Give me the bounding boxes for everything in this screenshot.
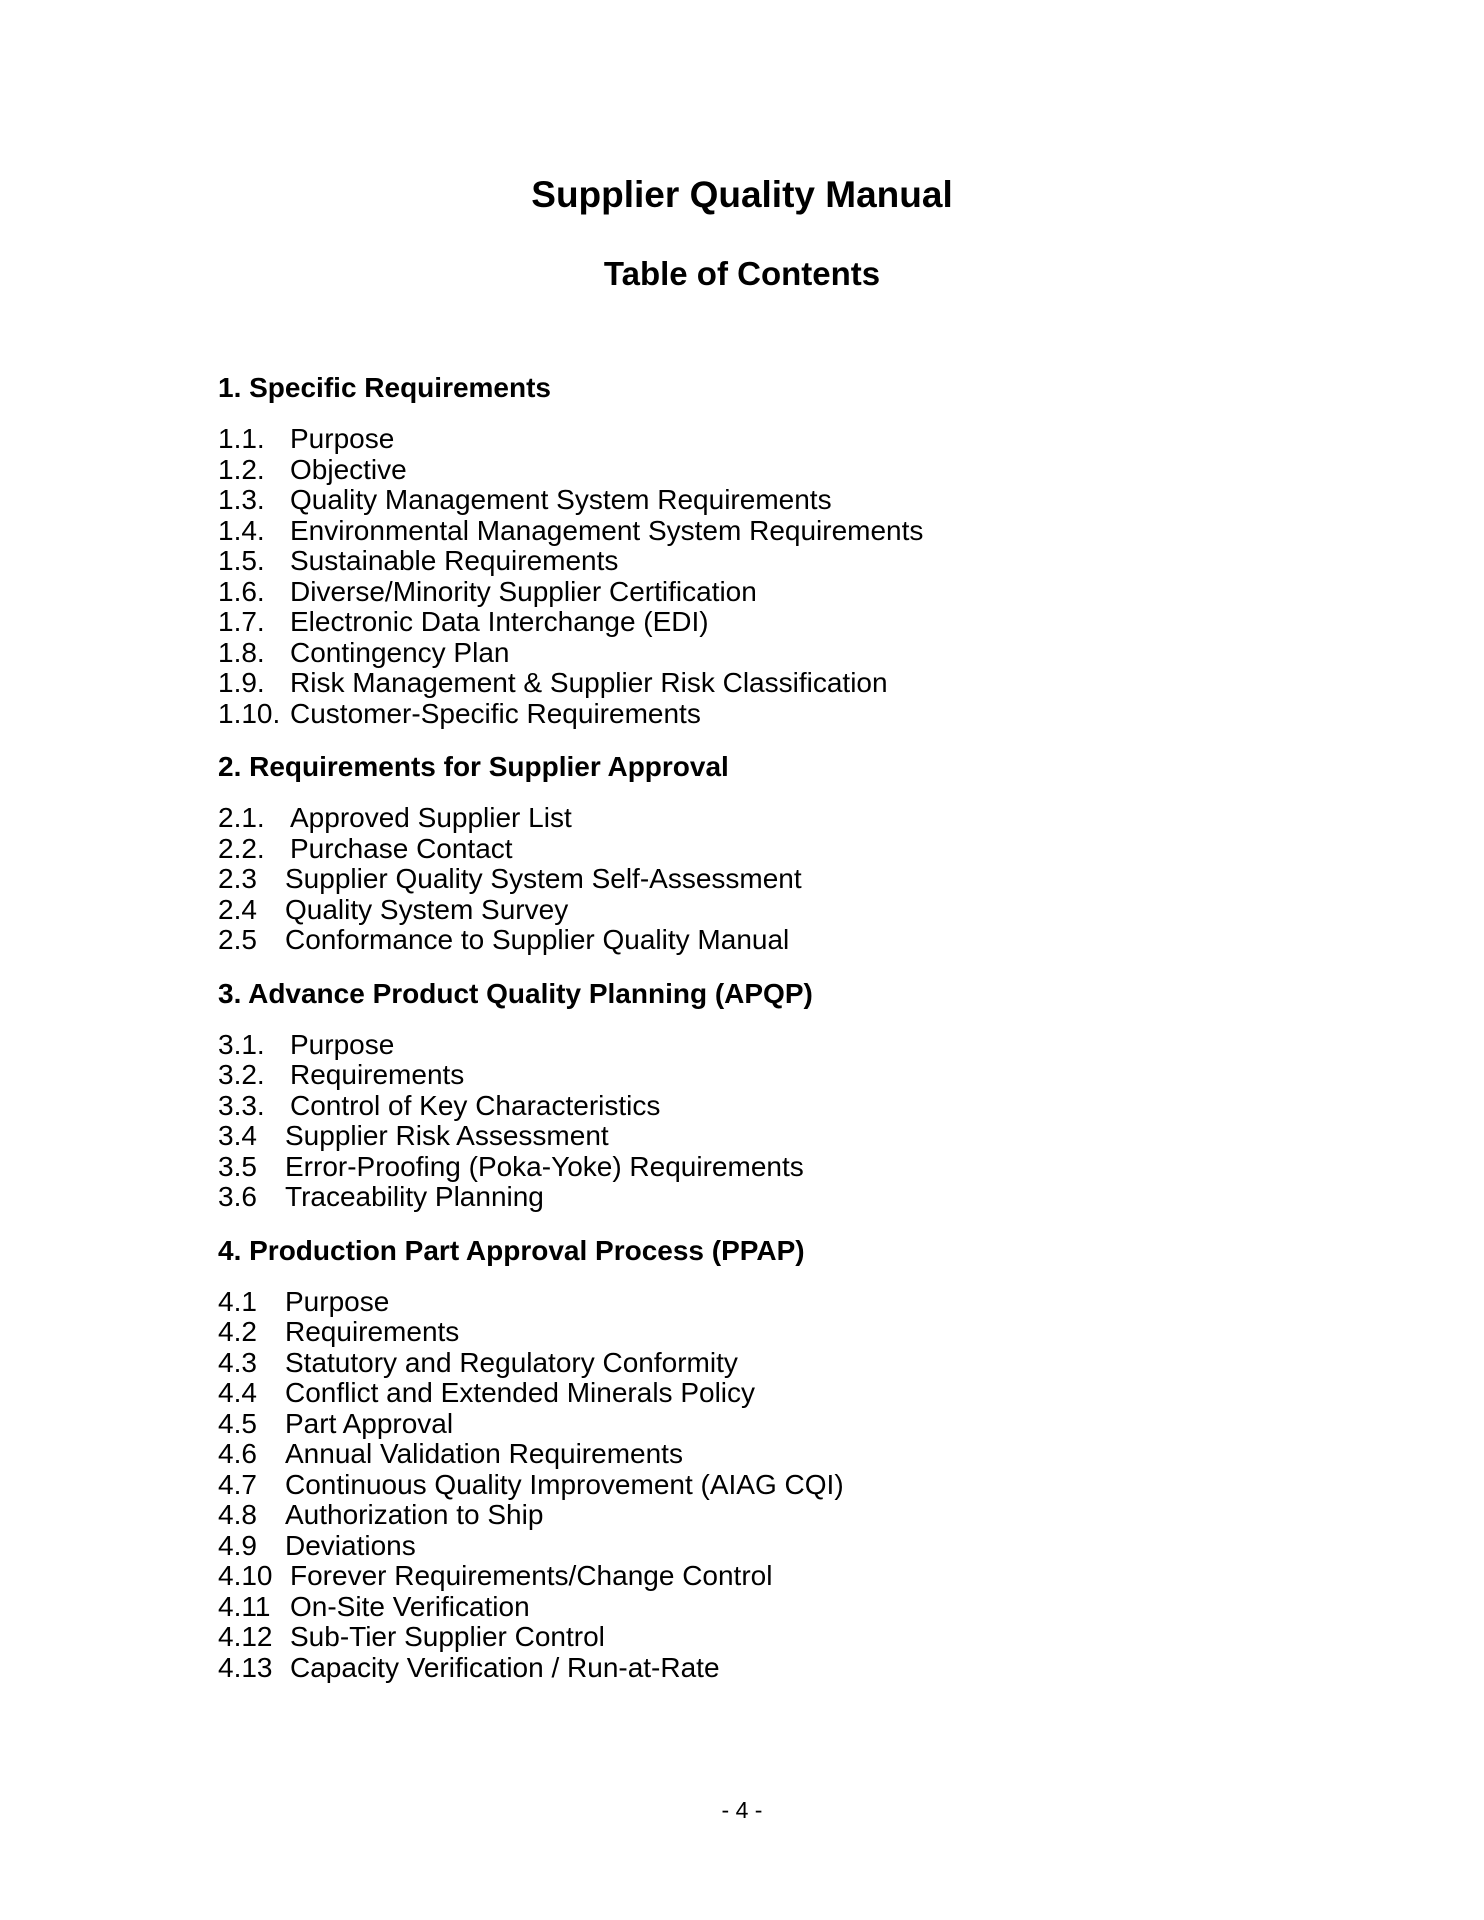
page-number: - 4 - [721, 1797, 763, 1823]
item-number: 4.4 [218, 1377, 257, 1408]
toc-item [218, 1060, 1318, 1091]
item-number: 4.8 [218, 1499, 257, 1530]
item-number: 1.3. [218, 484, 265, 515]
toc-item [218, 516, 1318, 547]
toc-item [218, 1409, 1318, 1440]
item-label: Objective [290, 453, 407, 485]
toc-item [218, 1378, 1318, 1409]
item-number: 4.7 [218, 1468, 257, 1500]
item-number: 2.4 [218, 893, 257, 925]
section-heading: 1. Specific Requirements [218, 372, 552, 403]
toc-section-3 [218, 974, 1318, 1213]
item-number: 4.6 [218, 1438, 257, 1469]
item-number: 4.12 [218, 1621, 273, 1652]
toc-heading: Table of Contents [603, 255, 881, 292]
toc-section-1 [218, 368, 1318, 729]
item-number: 1.1. [218, 423, 265, 454]
item-label: Error-Proofing (Poka-Yoke) Requirements [285, 1150, 804, 1182]
section-heading: 4. Production Part Approval Process (PPAP) [218, 1234, 805, 1266]
item-number: 3.2. [218, 1059, 265, 1090]
item-label: Annual Validation Requirements [285, 1438, 683, 1469]
item-label: Conformance to Supplier Quality Manual [285, 924, 790, 955]
item-label: Conflict and Extended Minerals Policy [285, 1377, 756, 1408]
item-label: Sub-Tier Supplier Control [290, 1621, 605, 1652]
toc-item-list [218, 1030, 1318, 1213]
item-label: Diverse/Minority Supplier Certification [290, 575, 757, 607]
item-label: Sustainable Requirements [290, 545, 619, 576]
section-heading: 2. Requirements for Supplier Approval [218, 751, 729, 782]
item-number: 3.4 [218, 1120, 257, 1151]
toc-section-4 [218, 1231, 1318, 1684]
item-label: Purpose [290, 423, 395, 454]
item-label: Requirements [285, 1316, 460, 1347]
item-label: Continuous Quality Improvement (AIAG CQI) [285, 1468, 844, 1500]
item-label: Approved Supplier List [290, 802, 572, 833]
item-number: 2.1. [218, 802, 265, 833]
item-number: 2.5 [218, 924, 257, 955]
item-label: Quality System Survey [285, 893, 569, 925]
item-label: Part Approval [285, 1407, 454, 1439]
item-number: 1.10. [218, 697, 281, 729]
toc-item [218, 1030, 1318, 1061]
item-label: Purpose [290, 1028, 395, 1060]
toc-item [218, 1182, 1318, 1213]
item-number: 1.4. [218, 514, 265, 546]
toc-item [218, 638, 1318, 669]
toc-item [218, 455, 1318, 486]
toc-item-list [218, 1287, 1318, 1684]
toc-item [218, 1561, 1318, 1592]
item-number: 4.9 [218, 1529, 257, 1561]
item-label: Statutory and Regulatory Conformity [285, 1346, 738, 1378]
toc-item [218, 668, 1318, 699]
item-label: Capacity Verification / Run-at-Rate [290, 1651, 720, 1683]
item-number: 1.6. [218, 575, 265, 607]
item-number: 1.2. [218, 453, 265, 485]
toc-item [218, 485, 1318, 516]
toc-item [218, 834, 1318, 865]
item-label: On-Site Verification [290, 1590, 530, 1622]
item-label: Supplier Quality System Self-Assessment [285, 863, 802, 894]
item-label: Electronic Data Interchange (EDI) [290, 606, 709, 637]
item-number: 1.9. [218, 667, 265, 698]
item-number: 2.3 [218, 863, 257, 894]
item-label: Environmental Management System Requirements [290, 514, 924, 546]
item-number: 3.6 [218, 1181, 257, 1212]
item-label: Control of Key Characteristics [290, 1089, 661, 1121]
toc-item [218, 546, 1318, 577]
item-number: 3.1. [218, 1028, 265, 1060]
item-number: 3.3. [218, 1089, 265, 1121]
toc-item [218, 1531, 1318, 1562]
item-label: Deviations [285, 1529, 416, 1561]
toc-item [218, 577, 1318, 608]
toc-item [218, 803, 1318, 834]
toc-item [218, 1622, 1318, 1653]
item-label: Risk Management & Supplier Risk Classification [290, 667, 888, 698]
item-number: 1.7. [218, 606, 265, 637]
item-number: 4.2 [218, 1316, 257, 1347]
toc-item [218, 1500, 1318, 1531]
item-number: 3.5 [218, 1150, 257, 1182]
toc-item [218, 1439, 1318, 1470]
item-number: 4.3 [218, 1346, 257, 1378]
toc-item [218, 1287, 1318, 1318]
item-number: 4.11 [218, 1590, 271, 1622]
item-number: 4.10 [218, 1560, 273, 1591]
section-heading: 3. Advance Product Quality Planning (APQP) [218, 977, 813, 1009]
item-label: Quality Management System Requirements [290, 484, 832, 515]
toc-item [218, 925, 1318, 956]
toc-item [218, 895, 1318, 926]
toc-item [218, 1348, 1318, 1379]
item-label: Requirements [290, 1059, 465, 1090]
item-label: Supplier Risk Assessment [285, 1120, 609, 1151]
toc-item-list [218, 803, 1318, 956]
toc-item [218, 1317, 1318, 1348]
toc-item-list [218, 424, 1318, 729]
toc-item [218, 699, 1318, 730]
table-of-contents [218, 368, 1318, 1701]
item-number: 4.13 [218, 1651, 273, 1683]
item-number: 2.2. [218, 832, 265, 864]
item-label: Purpose [285, 1285, 390, 1317]
toc-item [218, 1470, 1318, 1501]
item-label: Purchase Contact [290, 832, 513, 864]
item-label: Traceability Planning [285, 1181, 544, 1212]
document-title: Supplier Quality Manual [531, 174, 953, 215]
toc-item [218, 1653, 1318, 1684]
item-label: Customer-Specific Requirements [290, 697, 701, 729]
item-number: 4.1 [218, 1285, 257, 1317]
item-label: Forever Requirements/Change Control [290, 1560, 773, 1591]
item-number: 1.5. [218, 545, 265, 576]
item-number: 1.8. [218, 636, 265, 668]
toc-item [218, 424, 1318, 455]
toc-item [218, 864, 1318, 895]
toc-item [218, 1592, 1318, 1623]
item-label: Authorization to Ship [285, 1499, 544, 1530]
toc-section-2 [218, 747, 1318, 956]
toc-item [218, 1121, 1318, 1152]
item-label: Contingency Plan [290, 636, 510, 668]
toc-item [218, 1152, 1318, 1183]
toc-item [218, 1091, 1318, 1122]
item-number: 4.5 [218, 1407, 257, 1439]
toc-item [218, 607, 1318, 638]
